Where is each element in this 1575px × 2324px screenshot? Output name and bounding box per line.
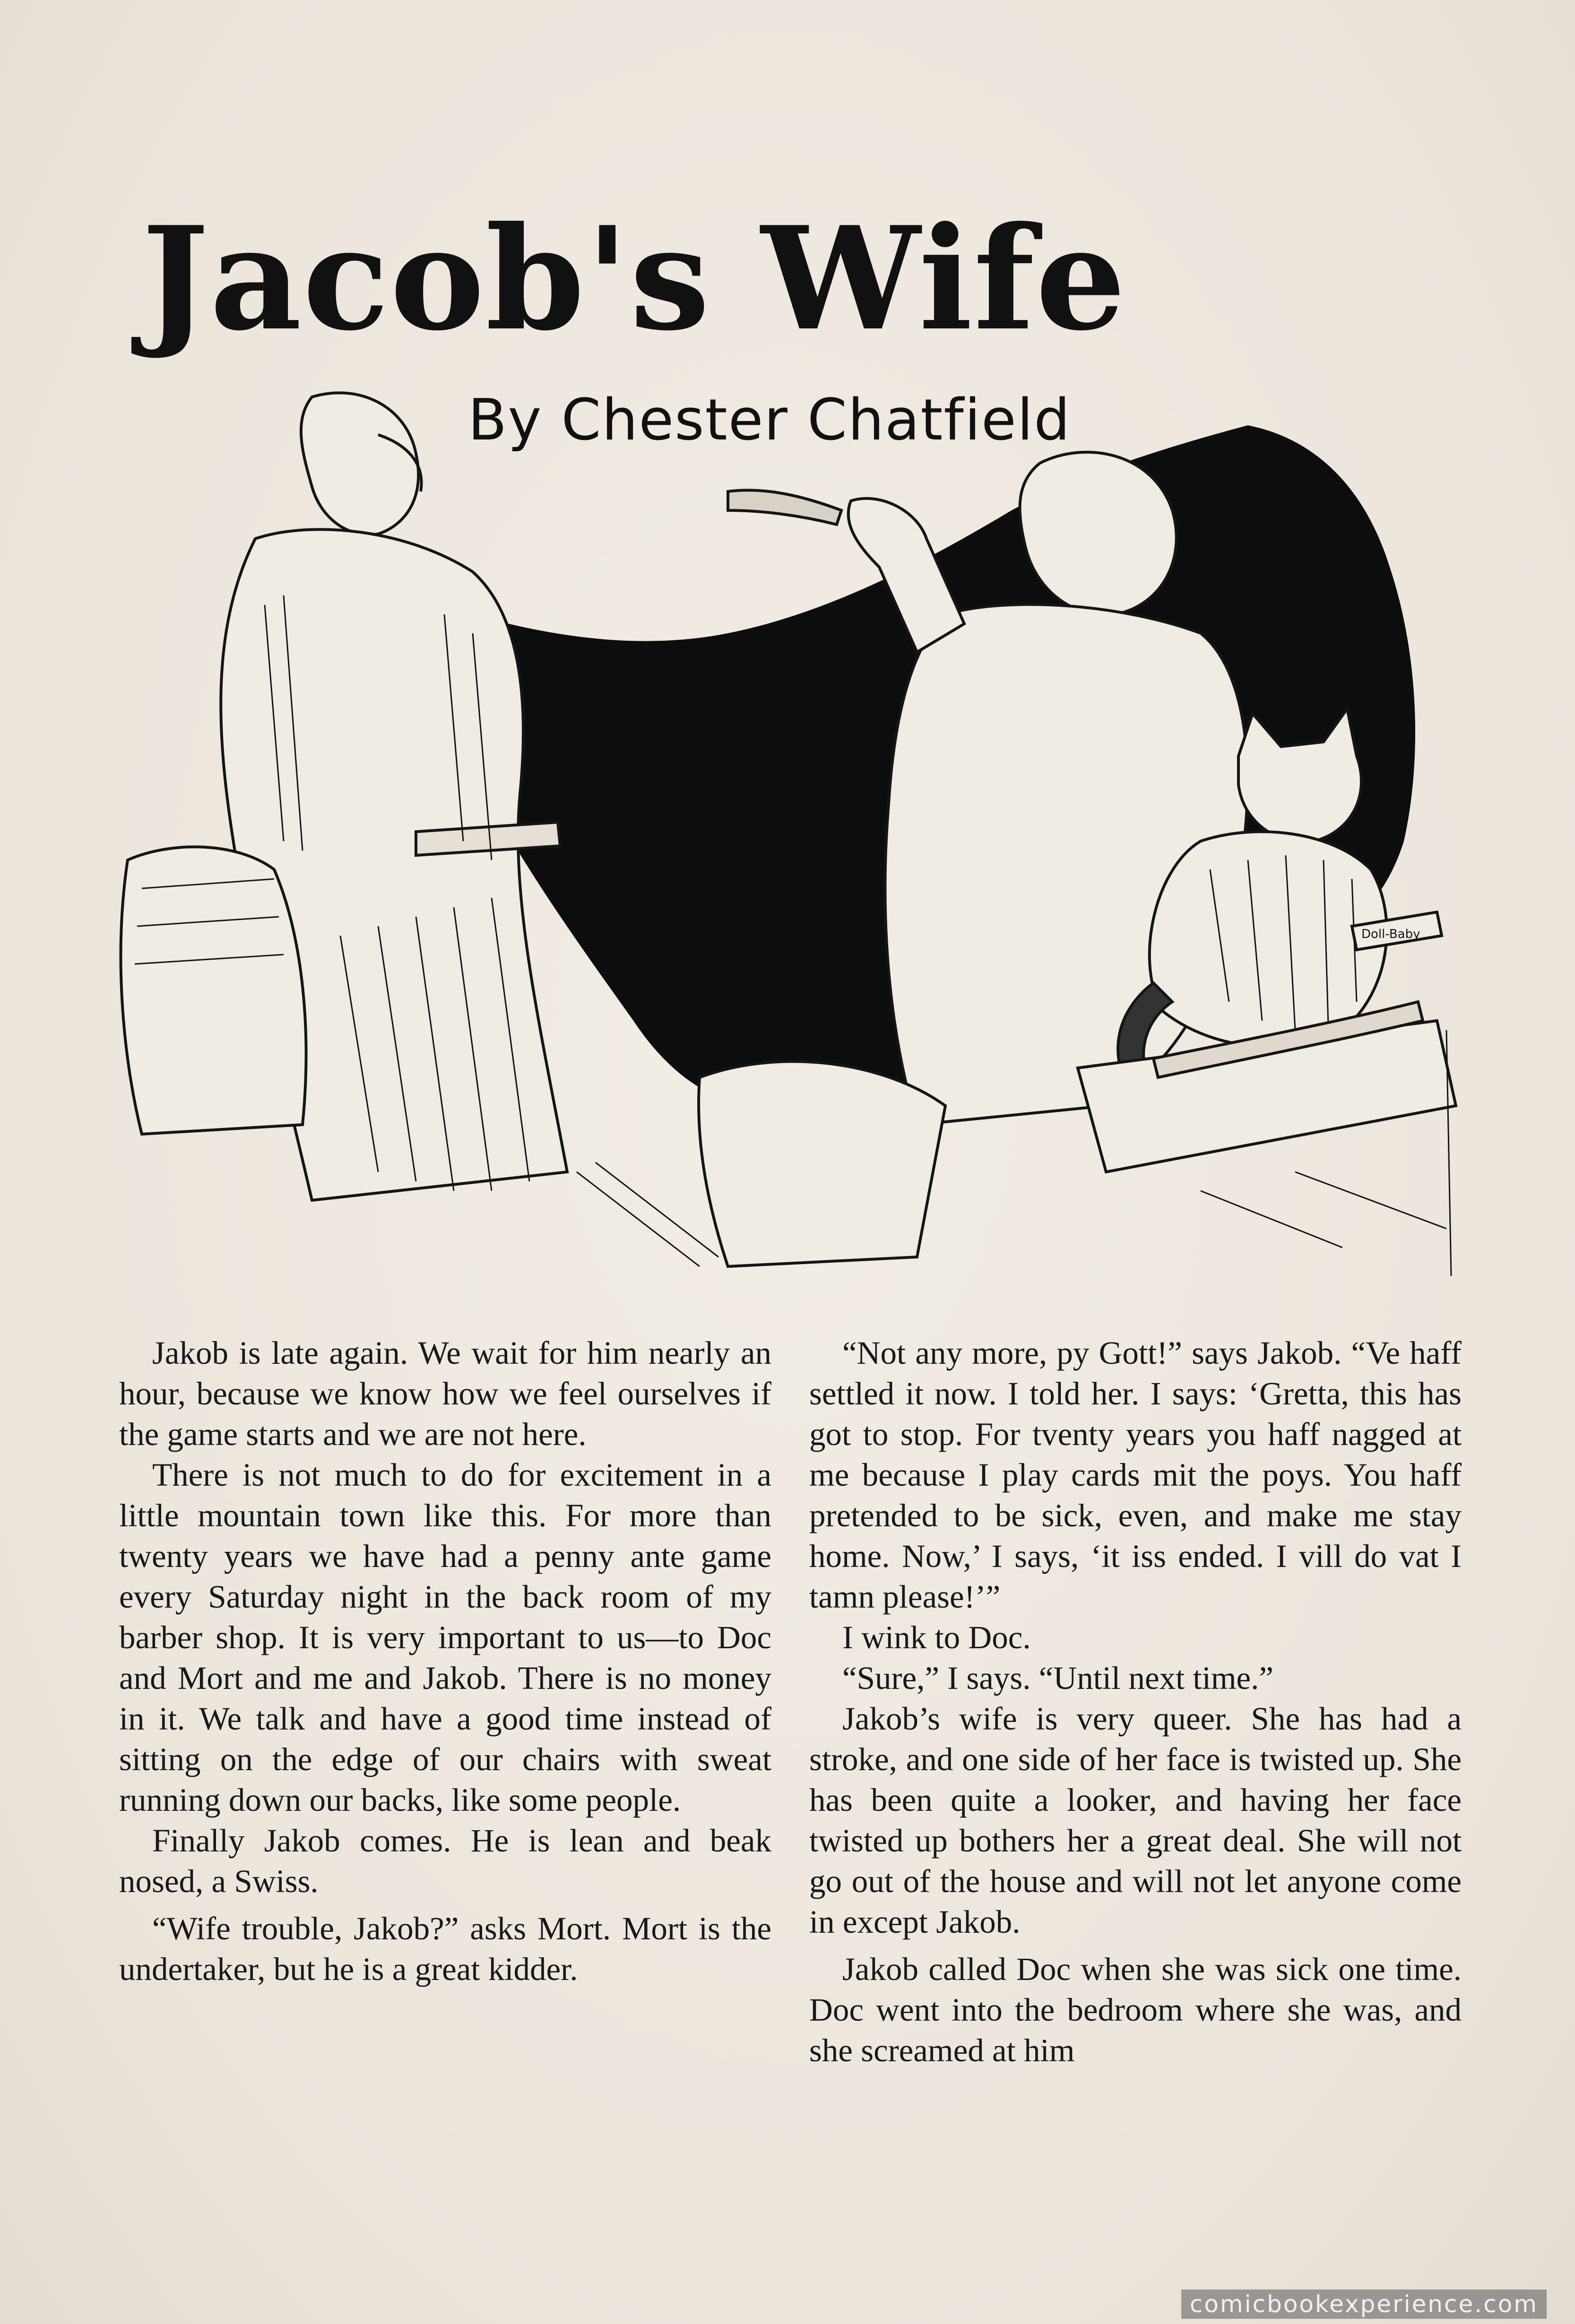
paragraph: “Wife trouble, Jakob?” asks Mort. Mort is the undertaker, but he is a great kidder. — [119, 1911, 771, 1987]
story-byline: By Chester Chatfield — [468, 387, 1071, 453]
paragraph: Finally Jakob comes. He is lean and beak nosed, a Swiss. — [119, 1823, 771, 1899]
paragraph: Jakob is late again. We wait for him nearly an hour, because we know how we feel ourselves if the game starts and we are not here. — [119, 1335, 771, 1452]
text-column-left — [119, 1333, 771, 1989]
woman-figure — [121, 393, 567, 1200]
paragraph: “Not any more, py Gott!” says Jakob. “Ve haff settled it now. I told her. I says: ‘Gretta, this has got to stop. For tventy years you haff nagged at me because I play cards mit the poys. You haff pretended to be sick, even, and make me stay home. Now,’ I says, ‘it iss ended. I vill do vat I tamn please!’” — [809, 1335, 1462, 1615]
text-column-right — [809, 1333, 1462, 2071]
paragraph: “Sure,” I says. “Until next time.” — [842, 1660, 1274, 1696]
doll-baby-label: Doll-Baby — [1361, 927, 1420, 941]
site-watermark: comicbookexperience.com — [1181, 2290, 1547, 2319]
paragraph: I wink to Doc. — [842, 1619, 1031, 1655]
story-title: Jacob's Wife — [142, 195, 1127, 362]
paragraph: There is not much to do for excitement in a little mountain town like this. For more than twenty years we have had a penny ante game every Saturday night in the back room of my barber shop. It is very important to us—to Doc and Mort and me and Jakob. There is no money in it. We talk and have a good time instead of sitting on the edge of our chairs with sweat running down our backs, like some people. — [119, 1457, 771, 1818]
paragraph: Jakob called Doc when she was sick one time. Doc went into the bedroom where she was, and she screamed at him — [809, 1951, 1462, 2068]
paragraph: Jakob’s wife is very queer. She has had a stroke, and one side of her face is twisted up. She has been quite a looker, and having her face twisted up bothers her a great deal. She will not go out of the house and will not let anyone come in except Jakob. — [809, 1701, 1462, 1940]
story-illustration — [113, 369, 1465, 1285]
